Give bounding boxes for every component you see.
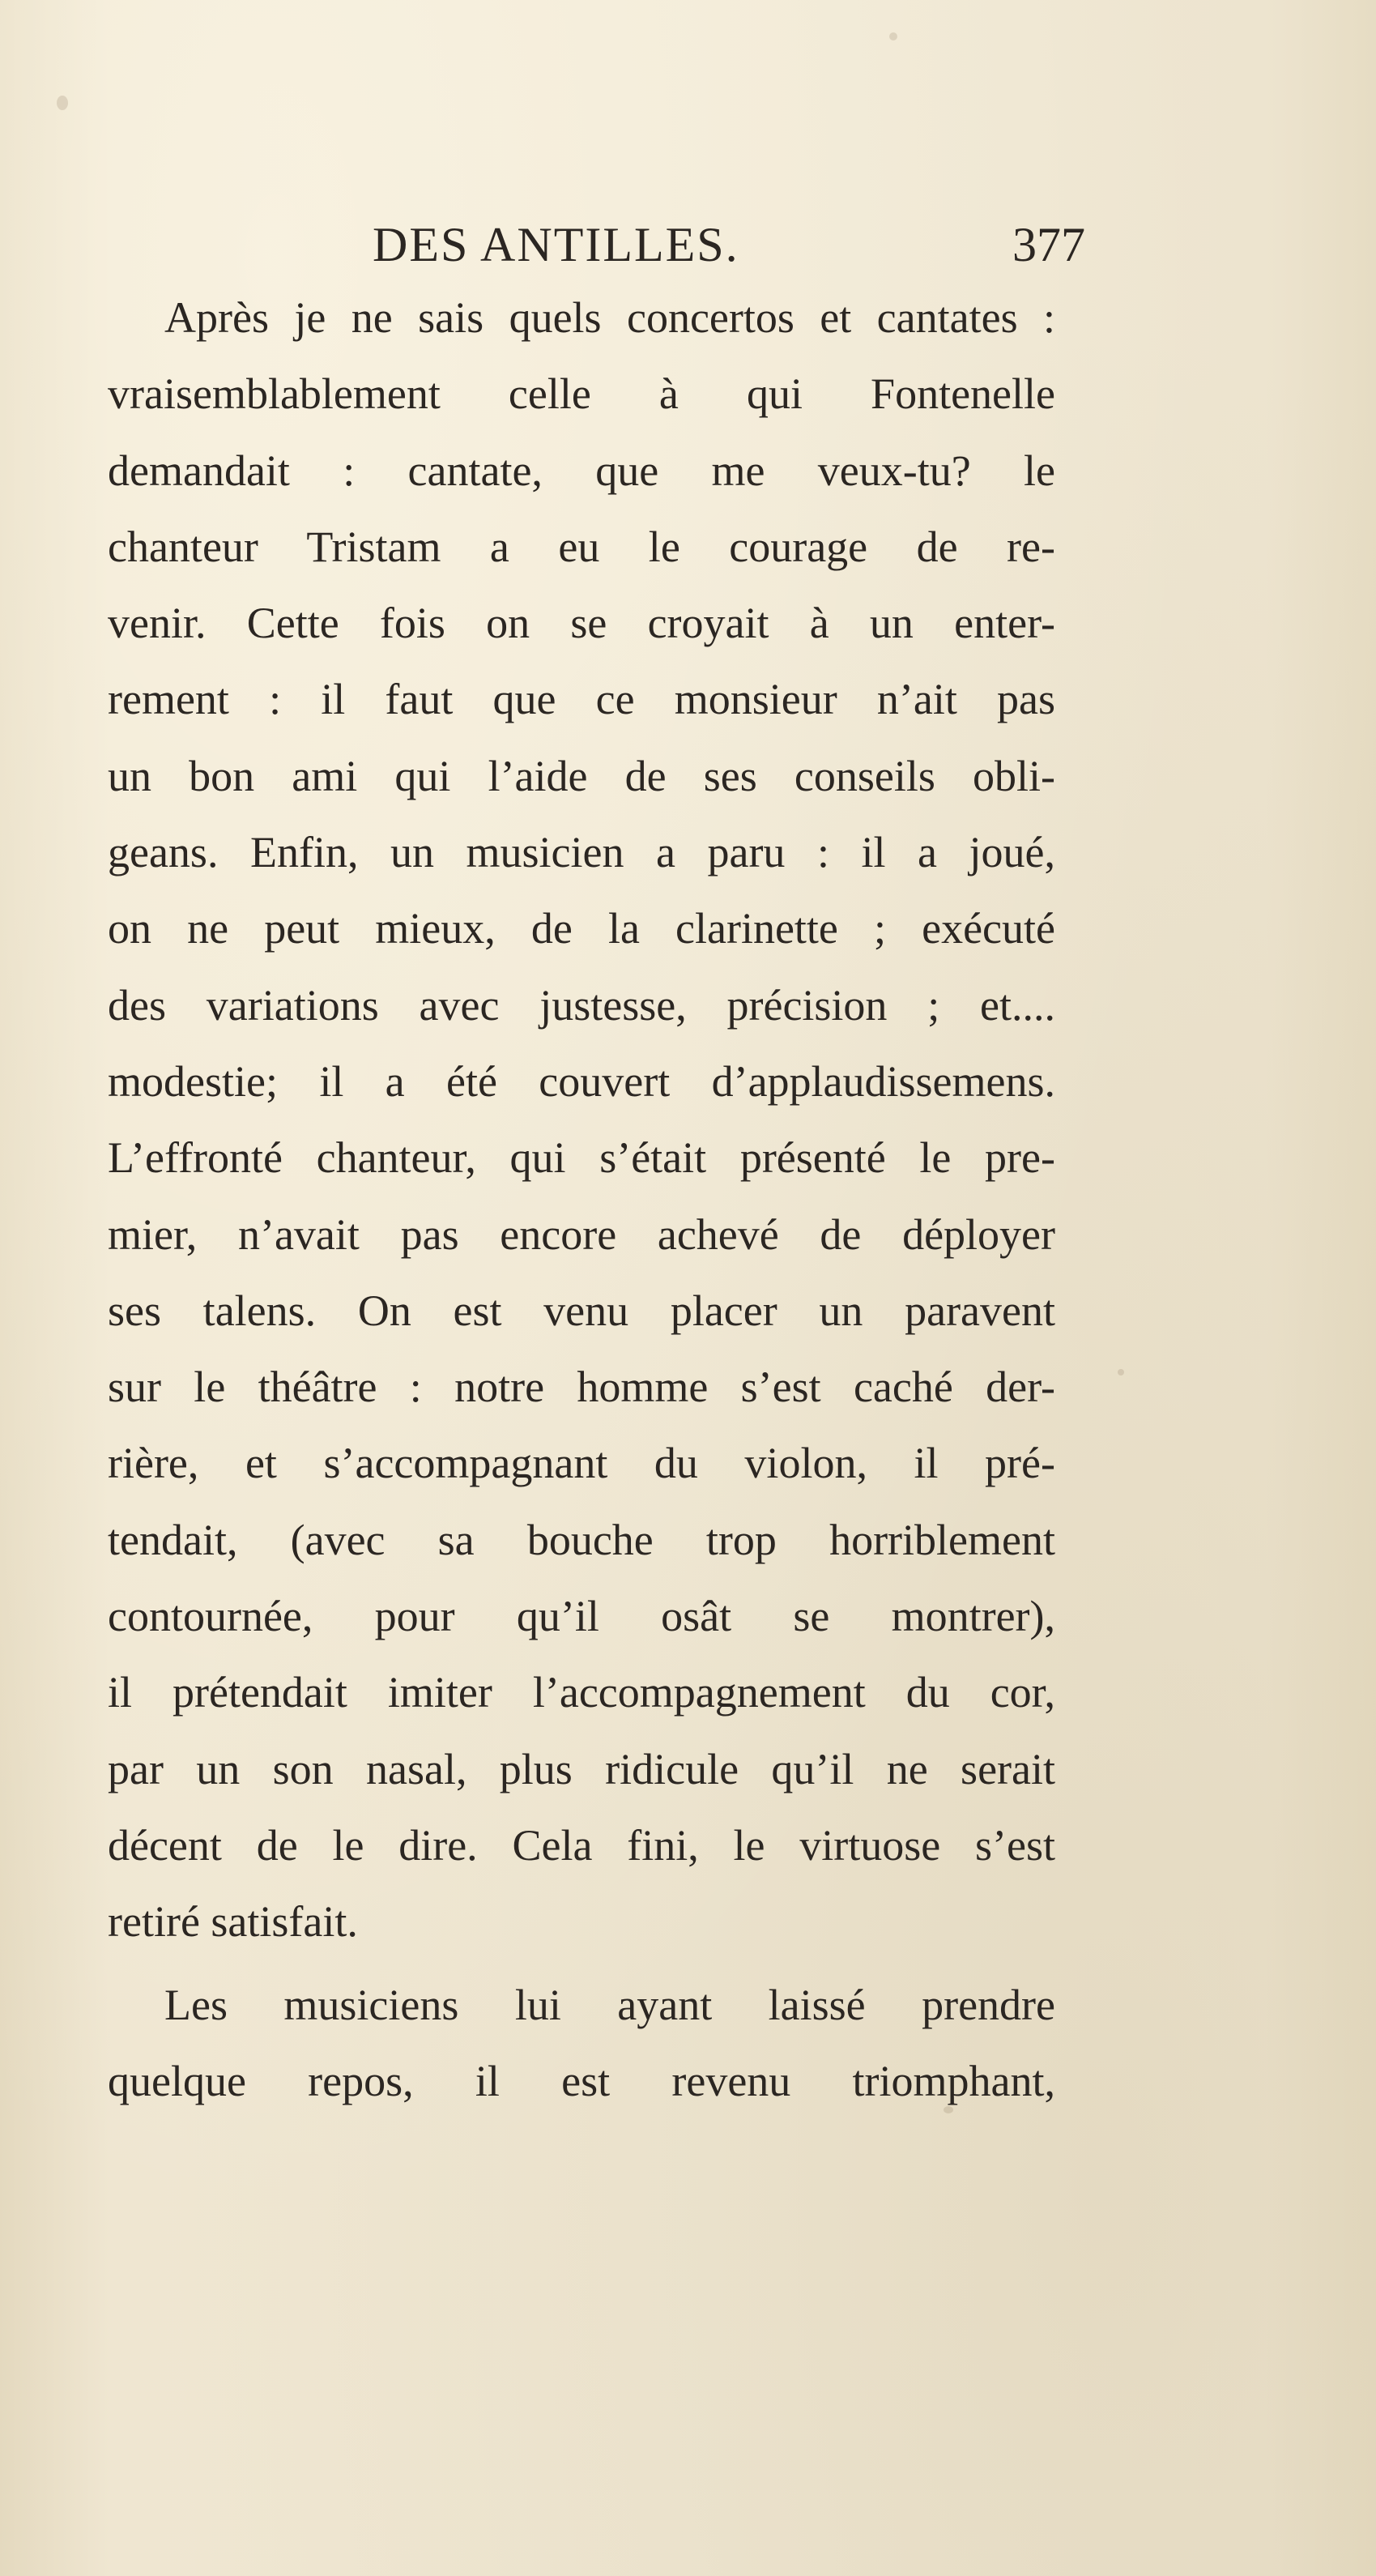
paragraph-gap <box>108 1960 1055 1967</box>
text-line: contournée, pour qu’il osât se montrer), <box>108 1592 1055 1641</box>
page-number: 377 <box>1012 218 1085 271</box>
foxing-spot <box>1118 1369 1124 1375</box>
paragraph <box>108 1967 1055 2120</box>
text-line: modestie; il a été couvert d’applaudissemens. <box>108 1056 1055 1106</box>
text-line: retiré satisfait. <box>108 1897 358 1947</box>
text-line: quelque repos, il est revenu triomphant, <box>108 2056 1055 2105</box>
text-line: geans. Enfin, un musicien a paru : il a joué, <box>108 828 1055 877</box>
text-line: demandait : cantate, que me veux-tu? le <box>108 446 1055 495</box>
text-line: vraisemblablement celle à qui Fontenelle <box>108 369 1055 419</box>
text-line: mier, n’avait pas encore achevé de déployer <box>108 1209 1055 1259</box>
text-line: des variations avec justesse, précision ; et.... <box>108 980 1055 1030</box>
text-line: ses talens. On est venu placer un paravent <box>108 1286 1055 1335</box>
text-line: rement : il faut que ce monsieur n’ait pas <box>108 675 1055 724</box>
page-header <box>373 212 1085 277</box>
text-line: il prétendait imiter l’accompagnement du cor, <box>108 1668 1055 1717</box>
text-line: rière, et s’accompagnant du violon, il pré- <box>108 1439 1055 1488</box>
text-line: L’effronté chanteur, qui s’était présenté le pre- <box>108 1133 1055 1183</box>
paragraph <box>108 279 1055 1960</box>
text-line: tendait, (avec sa bouche trop horriblement <box>108 1515 1055 1564</box>
running-head: DES ANTILLES. <box>373 218 739 271</box>
foxing-spot <box>57 96 68 110</box>
text-line: Les musiciens lui ayant laissé prendre <box>164 1980 1055 2029</box>
text-line: on ne peut mieux, de la clarinette ; exécuté <box>108 904 1055 953</box>
text-line: sur le théâtre : notre homme s’est caché der- <box>108 1363 1055 1412</box>
body-text <box>108 279 1055 2119</box>
text-line: décent de le dire. Cela fini, le virtuose s’est <box>108 1820 1055 1870</box>
foxing-spot <box>889 32 897 41</box>
text-line: un bon ami qui l’aide de ses conseils obli- <box>108 751 1055 800</box>
text-line: par un son nasal, plus ridicule qu’il ne serait <box>108 1744 1055 1793</box>
text-line: venir. Cette fois on se croyait à un enter- <box>108 599 1055 648</box>
text-line: chanteur Tristam a eu le courage de re- <box>108 522 1055 571</box>
text-line: Après je ne sais quels concertos et cantates : <box>164 293 1055 342</box>
